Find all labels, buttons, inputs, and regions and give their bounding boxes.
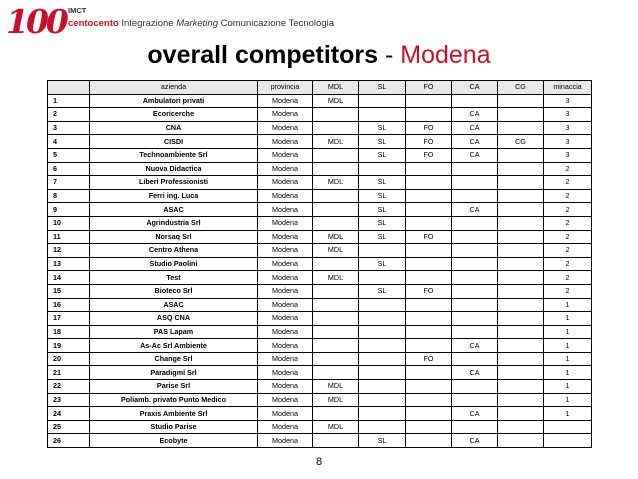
logo-brand: centocento — [68, 18, 119, 29]
sl-cell — [359, 339, 406, 353]
cg-cell — [498, 176, 544, 190]
fo-cell — [406, 434, 452, 448]
title-city: Modena — [400, 41, 491, 69]
row-index: 9 — [48, 203, 90, 217]
fo-cell — [406, 312, 452, 326]
table-row — [48, 176, 592, 190]
provincia-cell: Modena — [258, 121, 313, 135]
ca-cell — [452, 325, 498, 339]
minaccia-cell: 2 — [544, 162, 592, 176]
row-index: 17 — [48, 312, 90, 326]
fo-cell: FO — [406, 121, 452, 135]
competitors-table — [47, 80, 592, 448]
cg-cell — [498, 148, 544, 162]
azienda-cell: Technoambiente Srl — [90, 148, 258, 162]
sl-cell — [359, 271, 406, 285]
title-separator: - — [378, 41, 401, 69]
azienda-cell: Liberi Professionisti — [90, 176, 258, 190]
cg-cell — [498, 434, 544, 448]
azienda-cell: As-Ac Srl Ambiente — [90, 339, 258, 353]
azienda-cell: CNA — [90, 121, 258, 135]
mdl-cell — [313, 434, 359, 448]
fo-cell — [406, 407, 452, 421]
logo-number: 100 — [6, 2, 66, 41]
mdl-cell — [313, 121, 359, 135]
ca-cell — [452, 312, 498, 326]
col-index-header — [48, 81, 90, 95]
logo-tagline-part2: Comunicazione Tecnologia — [217, 18, 334, 29]
cg-cell — [498, 366, 544, 380]
provincia-cell: Modena — [258, 135, 313, 149]
table-row — [48, 325, 592, 339]
row-index: 6 — [48, 162, 90, 176]
sl-cell — [359, 407, 406, 421]
cg-cell — [498, 189, 544, 203]
cg-cell — [498, 257, 544, 271]
minaccia-cell: 1 — [544, 352, 592, 366]
azienda-cell: ASAC — [90, 203, 258, 217]
cg-cell — [498, 352, 544, 366]
provincia-cell: Modena — [258, 393, 313, 407]
azienda-cell: Poliamb. privato Punto Medico — [90, 393, 258, 407]
provincia-cell: Modena — [258, 108, 313, 122]
ca-cell — [452, 284, 498, 298]
table-row — [48, 108, 592, 122]
fo-cell — [406, 203, 452, 217]
fo-cell: FO — [406, 284, 452, 298]
table-row — [48, 162, 592, 176]
provincia-cell: Modena — [258, 148, 313, 162]
sl-cell: SL — [359, 203, 406, 217]
title-main: overall competitors — [147, 41, 379, 69]
sl-cell: SL — [359, 176, 406, 190]
azienda-cell: Test — [90, 271, 258, 285]
minaccia-cell: 2 — [544, 176, 592, 190]
ca-cell — [452, 257, 498, 271]
table-row — [48, 380, 592, 394]
sl-cell: SL — [359, 230, 406, 244]
mdl-cell — [313, 189, 359, 203]
minaccia-cell: 3 — [544, 135, 592, 149]
table-row — [48, 339, 592, 353]
azienda-cell: ASAC — [90, 298, 258, 312]
cg-cell — [498, 380, 544, 394]
minaccia-cell: 3 — [544, 121, 592, 135]
fo-cell: FO — [406, 352, 452, 366]
table-row — [48, 298, 592, 312]
sl-cell — [359, 312, 406, 326]
col-ca-header: CA — [452, 81, 498, 95]
cg-cell — [498, 325, 544, 339]
minaccia-cell — [544, 420, 592, 434]
mdl-cell: MDL — [313, 176, 359, 190]
fo-cell — [406, 189, 452, 203]
ca-cell — [452, 271, 498, 285]
table-row — [48, 244, 592, 258]
provincia-cell: Modena — [258, 203, 313, 217]
ca-cell — [452, 298, 498, 312]
provincia-cell: Modena — [258, 244, 313, 258]
azienda-cell: Ambulatori privati — [90, 94, 258, 108]
sl-cell — [359, 380, 406, 394]
azienda-cell: CISDI — [90, 135, 258, 149]
minaccia-cell: 2 — [544, 271, 592, 285]
row-index: 3 — [48, 121, 90, 135]
minaccia-cell: 2 — [544, 216, 592, 230]
row-index: 16 — [48, 298, 90, 312]
ca-cell: CA — [452, 366, 498, 380]
mdl-cell: MDL — [313, 420, 359, 434]
table-row — [48, 189, 592, 203]
cg-cell — [498, 407, 544, 421]
fo-cell — [406, 393, 452, 407]
table-row — [48, 148, 592, 162]
mdl-cell — [313, 203, 359, 217]
row-index: 2 — [48, 108, 90, 122]
provincia-cell: Modena — [258, 298, 313, 312]
ca-cell: CA — [452, 434, 498, 448]
mdl-cell — [313, 325, 359, 339]
minaccia-cell: 1 — [544, 393, 592, 407]
minaccia-cell: 1 — [544, 339, 592, 353]
row-index: 18 — [48, 325, 90, 339]
provincia-cell: Modena — [258, 284, 313, 298]
minaccia-cell: 3 — [544, 148, 592, 162]
cg-cell — [498, 216, 544, 230]
sl-cell: SL — [359, 148, 406, 162]
row-index: 12 — [48, 244, 90, 258]
table-row — [48, 420, 592, 434]
mdl-cell — [313, 148, 359, 162]
ca-cell: CA — [452, 108, 498, 122]
minaccia-cell: 2 — [544, 244, 592, 258]
cg-cell: CG — [498, 135, 544, 149]
table-row — [48, 135, 592, 149]
provincia-cell: Modena — [258, 366, 313, 380]
fo-cell — [406, 244, 452, 258]
ca-cell — [452, 230, 498, 244]
azienda-cell: Change Srl — [90, 352, 258, 366]
row-index: 22 — [48, 380, 90, 394]
ca-cell: CA — [452, 121, 498, 135]
azienda-cell: Norsaq Srl — [90, 230, 258, 244]
mdl-cell: MDL — [313, 244, 359, 258]
ca-cell — [452, 162, 498, 176]
logo-imct: IMCT — [68, 6, 87, 15]
fo-cell — [406, 339, 452, 353]
fo-cell — [406, 176, 452, 190]
ca-cell — [452, 393, 498, 407]
cg-cell — [498, 162, 544, 176]
minaccia-cell: 1 — [544, 312, 592, 326]
fo-cell: FO — [406, 135, 452, 149]
mdl-cell: MDL — [313, 380, 359, 394]
table-row — [48, 352, 592, 366]
col-cg-header: CG — [498, 81, 544, 95]
row-index: 15 — [48, 284, 90, 298]
mdl-cell — [313, 312, 359, 326]
table-row — [48, 271, 592, 285]
table-row — [48, 257, 592, 271]
provincia-cell: Modena — [258, 176, 313, 190]
fo-cell — [406, 162, 452, 176]
azienda-cell: Agrindustria Srl — [90, 216, 258, 230]
mdl-cell: MDL — [313, 94, 359, 108]
azienda-cell: Ecobyte — [90, 434, 258, 448]
ca-cell — [452, 176, 498, 190]
logo-tagline-part1: Integrazione — [118, 18, 177, 29]
fo-cell — [406, 366, 452, 380]
provincia-cell: Modena — [258, 189, 313, 203]
azienda-cell: Ecoricerche — [90, 108, 258, 122]
azienda-cell: Studio Parise — [90, 420, 258, 434]
sl-cell: SL — [359, 121, 406, 135]
azienda-cell: Nuova Didactica — [90, 162, 258, 176]
cg-cell — [498, 284, 544, 298]
sl-cell — [359, 162, 406, 176]
row-index: 8 — [48, 189, 90, 203]
row-index: 13 — [48, 257, 90, 271]
table-row — [48, 434, 592, 448]
azienda-cell: Bioteco Srl — [90, 284, 258, 298]
table-row — [48, 393, 592, 407]
provincia-cell: Modena — [258, 352, 313, 366]
minaccia-cell: 2 — [544, 203, 592, 217]
ca-cell — [452, 352, 498, 366]
provincia-cell: Modena — [258, 94, 313, 108]
sl-cell — [359, 393, 406, 407]
row-index: 7 — [48, 176, 90, 190]
provincia-cell: Modena — [258, 257, 313, 271]
ca-cell: CA — [452, 203, 498, 217]
mdl-cell — [313, 298, 359, 312]
sl-cell: SL — [359, 135, 406, 149]
row-index: 23 — [48, 393, 90, 407]
provincia-cell: Modena — [258, 230, 313, 244]
ca-cell — [452, 216, 498, 230]
row-index: 10 — [48, 216, 90, 230]
page-title — [0, 40, 638, 70]
sl-cell — [359, 325, 406, 339]
ca-cell: CA — [452, 339, 498, 353]
table-row — [48, 284, 592, 298]
row-index: 26 — [48, 434, 90, 448]
table-row — [48, 216, 592, 230]
cg-cell — [498, 244, 544, 258]
azienda-cell: PAS Lapam — [90, 325, 258, 339]
table-body — [48, 94, 592, 447]
col-sl-header: SL — [359, 81, 406, 95]
mdl-cell — [313, 366, 359, 380]
fo-cell — [406, 325, 452, 339]
ca-cell — [452, 189, 498, 203]
provincia-cell: Modena — [258, 325, 313, 339]
fo-cell — [406, 216, 452, 230]
row-index: 21 — [48, 366, 90, 380]
row-index: 25 — [48, 420, 90, 434]
sl-cell — [359, 108, 406, 122]
mdl-cell: MDL — [313, 135, 359, 149]
sl-cell: SL — [359, 284, 406, 298]
mdl-cell — [313, 352, 359, 366]
minaccia-cell — [544, 434, 592, 448]
logo-tagline-marketing: Marketing — [176, 18, 218, 29]
minaccia-cell: 1 — [544, 298, 592, 312]
table-row — [48, 121, 592, 135]
row-index: 19 — [48, 339, 90, 353]
mdl-cell — [313, 216, 359, 230]
minaccia-cell: 1 — [544, 407, 592, 421]
ca-cell — [452, 244, 498, 258]
table-row — [48, 366, 592, 380]
azienda-cell: Studio Paolini — [90, 257, 258, 271]
ca-cell — [452, 94, 498, 108]
mdl-cell: MDL — [313, 271, 359, 285]
mdl-cell — [313, 284, 359, 298]
row-index: 24 — [48, 407, 90, 421]
mdl-cell — [313, 339, 359, 353]
fo-cell — [406, 420, 452, 434]
sl-cell: SL — [359, 434, 406, 448]
logo-tagline — [68, 18, 334, 29]
col-azienda-header: azienda — [90, 81, 258, 95]
fo-cell: FO — [406, 148, 452, 162]
provincia-cell: Modena — [258, 162, 313, 176]
sl-cell: SL — [359, 216, 406, 230]
fo-cell — [406, 108, 452, 122]
azienda-cell: Ferri ing. Luca — [90, 189, 258, 203]
azienda-cell: Centro Athena — [90, 244, 258, 258]
azienda-cell: ASQ CNA — [90, 312, 258, 326]
provincia-cell: Modena — [258, 434, 313, 448]
ca-cell — [452, 380, 498, 394]
cg-cell — [498, 121, 544, 135]
sl-cell — [359, 244, 406, 258]
mdl-cell: MDL — [313, 230, 359, 244]
row-index: 5 — [48, 148, 90, 162]
fo-cell — [406, 380, 452, 394]
minaccia-cell: 1 — [544, 380, 592, 394]
provincia-cell: Modena — [258, 312, 313, 326]
mdl-cell — [313, 257, 359, 271]
col-provincia-header: provincia — [258, 81, 313, 95]
mdl-cell — [313, 108, 359, 122]
provincia-cell: Modena — [258, 380, 313, 394]
ca-cell: CA — [452, 148, 498, 162]
row-index: 14 — [48, 271, 90, 285]
provincia-cell: Modena — [258, 339, 313, 353]
azienda-cell: Paradigmi Srl — [90, 366, 258, 380]
sl-cell — [359, 352, 406, 366]
minaccia-cell: 3 — [544, 108, 592, 122]
fo-cell — [406, 298, 452, 312]
table-row — [48, 94, 592, 108]
row-index: 4 — [48, 135, 90, 149]
cg-cell — [498, 271, 544, 285]
table-row — [48, 203, 592, 217]
sl-cell: SL — [359, 189, 406, 203]
table-row — [48, 312, 592, 326]
cg-cell — [498, 298, 544, 312]
ca-cell: CA — [452, 135, 498, 149]
sl-cell: SL — [359, 257, 406, 271]
mdl-cell — [313, 162, 359, 176]
cg-cell — [498, 203, 544, 217]
row-index: 20 — [48, 352, 90, 366]
provincia-cell: Modena — [258, 407, 313, 421]
ca-cell: CA — [452, 407, 498, 421]
cg-cell — [498, 108, 544, 122]
table-row — [48, 407, 592, 421]
azienda-cell: Praxis Ambiente Srl — [90, 407, 258, 421]
cg-cell — [498, 420, 544, 434]
col-mdl-header: MDL — [313, 81, 359, 95]
row-index: 11 — [48, 230, 90, 244]
sl-cell — [359, 366, 406, 380]
fo-cell — [406, 94, 452, 108]
sl-cell — [359, 420, 406, 434]
minaccia-cell: 2 — [544, 257, 592, 271]
mdl-cell: MDL — [313, 393, 359, 407]
provincia-cell: Modena — [258, 216, 313, 230]
col-fo-header: FO — [406, 81, 452, 95]
fo-cell — [406, 271, 452, 285]
row-index: 1 — [48, 94, 90, 108]
minaccia-cell: 1 — [544, 325, 592, 339]
ca-cell — [452, 420, 498, 434]
minaccia-cell: 2 — [544, 230, 592, 244]
provincia-cell: Modena — [258, 271, 313, 285]
fo-cell: FO — [406, 230, 452, 244]
table-header-row — [48, 81, 592, 95]
mdl-cell — [313, 407, 359, 421]
cg-cell — [498, 393, 544, 407]
provincia-cell: Modena — [258, 420, 313, 434]
minaccia-cell: 2 — [544, 189, 592, 203]
cg-cell — [498, 230, 544, 244]
cg-cell — [498, 312, 544, 326]
minaccia-cell: 3 — [544, 94, 592, 108]
col-minaccia-header: minaccia — [544, 81, 592, 95]
table-row — [48, 230, 592, 244]
minaccia-cell: 2 — [544, 284, 592, 298]
sl-cell — [359, 298, 406, 312]
sl-cell — [359, 94, 406, 108]
cg-cell — [498, 94, 544, 108]
azienda-cell: Parise Srl — [90, 380, 258, 394]
fo-cell — [406, 257, 452, 271]
cg-cell — [498, 339, 544, 353]
minaccia-cell: 1 — [544, 366, 592, 380]
page-number: 8 — [315, 456, 323, 468]
